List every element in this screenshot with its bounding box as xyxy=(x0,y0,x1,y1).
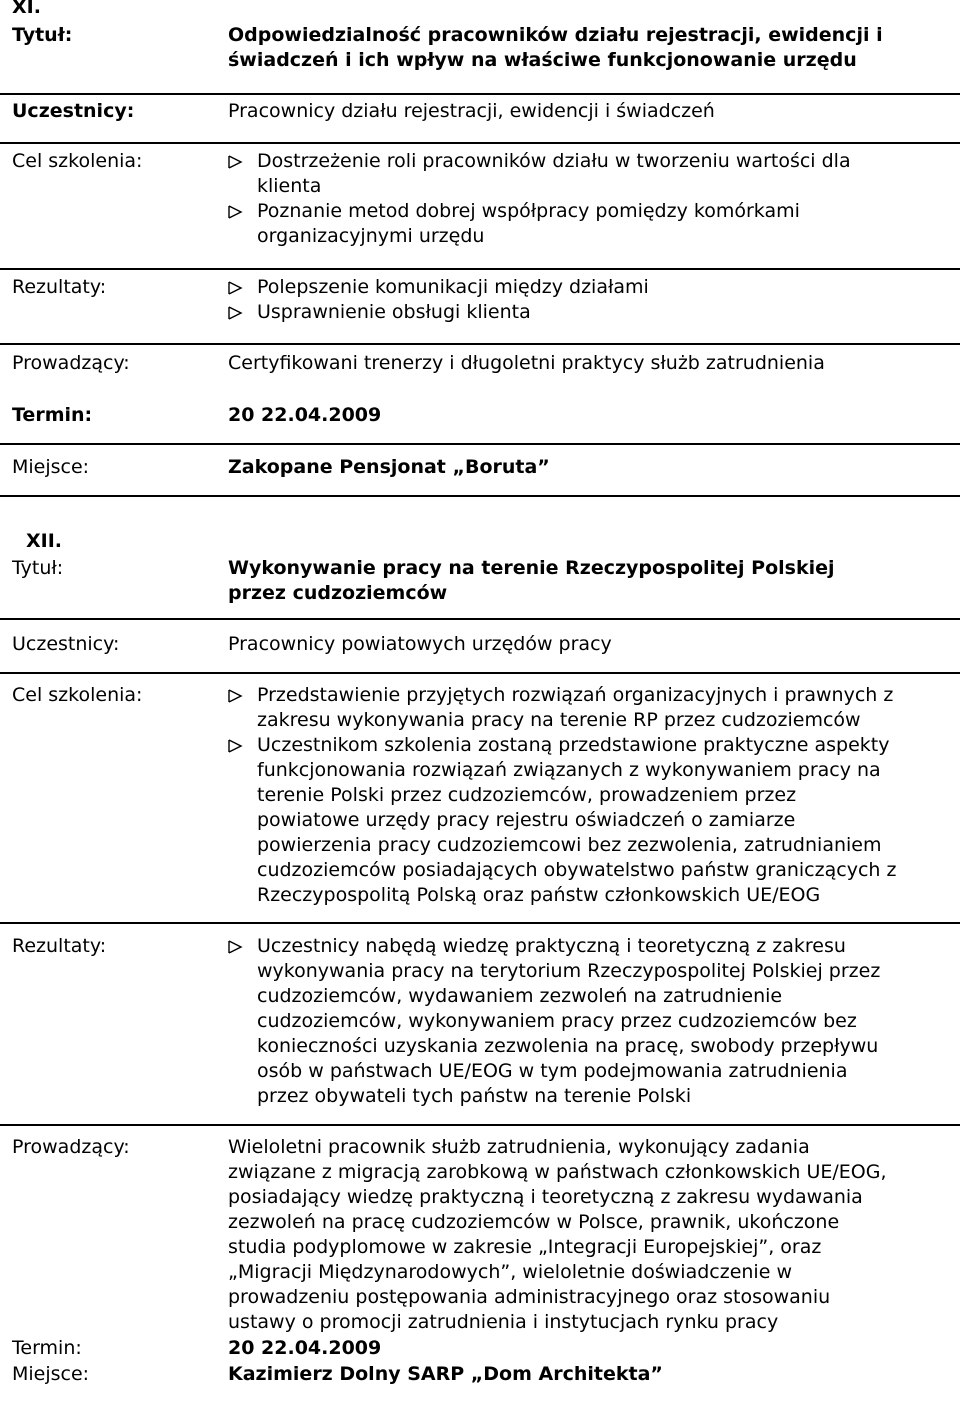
section-number: XII. xyxy=(26,530,63,552)
title-line: Odpowiedzialność pracowników działu rejestracji, ewidencji i xyxy=(228,24,883,46)
title-line: świadczeń i ich wpływ na właściwe funkcjonowanie urzędu xyxy=(228,49,857,71)
place-label: Miejsce: xyxy=(12,456,90,478)
section-number: XI. xyxy=(12,0,41,18)
participants-value: Pracownicy działu rejestracji, ewidencji i świadczeń xyxy=(228,100,715,122)
results-list xyxy=(228,934,956,1109)
list-item-line: cudzoziemców, wykonywaniem pracy przez cudzoziemców bez xyxy=(257,1010,857,1032)
arrow-bullet-icon xyxy=(228,205,243,219)
goal-list xyxy=(228,149,956,249)
participants-value: Pracownicy powiatowych urzędów pracy xyxy=(228,633,612,655)
title-line: Wykonywanie pracy na terenie Rzeczypospolitej Polskiej xyxy=(228,557,835,579)
term-label: Termin: xyxy=(12,404,93,426)
divider xyxy=(0,142,960,144)
goal-label: Cel szkolenia: xyxy=(12,150,143,172)
list-item-line: konieczności uzyskania zezwolenia na pracę, swobody przepływu xyxy=(257,1035,879,1057)
trainer-value xyxy=(228,1135,956,1335)
section-title xyxy=(228,23,956,73)
term-row xyxy=(12,403,381,428)
list-item-line: osób w państwach UE/EOG w tym podejmowania zatrudnienia xyxy=(257,1060,848,1082)
participants-label: Uczestnicy: xyxy=(12,100,135,122)
list-item-line: cudzoziemców, wydawaniem zezwoleń na zatrudnienie xyxy=(257,985,783,1007)
trainer-line: związane z migracją zarobkową w państwach członkowskich UE/EOG, xyxy=(228,1161,887,1183)
list-item xyxy=(228,275,956,300)
place-value: Zakopane Pensjonat „Boruta” xyxy=(228,456,550,478)
divider xyxy=(0,1124,960,1126)
list-item xyxy=(228,733,956,908)
list-item-line: Przedstawienie przyjętych rozwiązań organizacyjnych i prawnych z xyxy=(257,684,894,706)
list-item xyxy=(228,149,956,199)
list-item-line: terenie Polski przez cudzoziemców, prowadzeniem przez xyxy=(257,784,797,806)
list-item-line: Rzeczypospolitą Polską oraz państw członkowskich UE/EOG xyxy=(257,884,821,906)
list-item-line: zakresu wykonywania pracy na terenie RP przez cudzoziemców xyxy=(257,709,861,731)
trainer-line: ustawy o promocji zatrudnienia i instytucjach rynku pracy xyxy=(228,1311,779,1333)
list-item-line: powiatowe urzędy pracy rejestru oświadczeń o zamiarze xyxy=(257,809,796,831)
arrow-bullet-icon xyxy=(228,940,243,954)
trainer-label: Prowadzący: xyxy=(12,352,130,374)
arrow-bullet-icon xyxy=(228,739,243,753)
results-list xyxy=(228,275,956,325)
list-item-line: powierzenia pracy cudzoziemcowi bez zezwolenia, zatrudnianiem xyxy=(257,834,882,856)
divider xyxy=(0,443,960,445)
list-item-line: Polepszenie komunikacji między działami xyxy=(257,276,649,298)
divider xyxy=(0,268,960,270)
list-item-line: klienta xyxy=(257,175,322,197)
list-item-line: cudzoziemców posiadających obywatelstwo państw graniczących z xyxy=(257,859,897,881)
list-item xyxy=(228,683,956,733)
divider xyxy=(0,93,960,95)
list-item-line: Uczestnikom szkolenia zostaną przedstawione praktyczne aspekty xyxy=(257,734,890,756)
divider xyxy=(0,672,960,674)
list-item-line: przez obywateli tych państw na terenie Polski xyxy=(257,1085,692,1107)
list-item-line: funkcjonowania rozwiązań związanych z wykonywaniem pracy na xyxy=(257,759,881,781)
place-value: Kazimierz Dolny SARP „Dom Architekta” xyxy=(228,1363,663,1385)
results-label: Rezultaty: xyxy=(12,276,107,298)
arrow-bullet-icon xyxy=(228,155,243,169)
divider xyxy=(0,922,960,924)
participants-label: Uczestnicy: xyxy=(12,633,120,655)
list-item-line: wykonywania pracy na terytorium Rzeczypospolitej Polskiej przez xyxy=(257,960,881,982)
list-item xyxy=(228,934,956,1109)
list-item-line: Poznanie metod dobrej współpracy pomiędzy komórkami xyxy=(257,200,800,222)
divider xyxy=(0,618,960,620)
trainer-label: Prowadzący: xyxy=(12,1136,130,1158)
term-row xyxy=(12,1336,381,1361)
arrow-bullet-icon xyxy=(228,281,243,295)
list-item-line: Uczestnicy nabędą wiedzę praktyczną i teoretyczną z zakresu xyxy=(257,935,846,957)
list-item-line: Dostrzeżenie roli pracowników działu w tworzeniu wartości dla xyxy=(257,150,851,172)
goal-label: Cel szkolenia: xyxy=(12,684,143,706)
trainer-line: posiadający wiedzę praktyczną i teoretyczną z zakresu wydawania xyxy=(228,1186,863,1208)
list-item xyxy=(228,300,956,325)
results-label: Rezultaty: xyxy=(12,935,107,957)
place-row xyxy=(12,1362,663,1387)
term-value: 20 22.04.2009 xyxy=(228,1337,382,1359)
title-label: Tytuł: xyxy=(12,24,73,46)
arrow-bullet-icon xyxy=(228,306,243,320)
trainer-line: zezwoleń na pracę cudzoziemców w Polsce, prawnik, ukończone xyxy=(228,1211,840,1233)
trainer-line: „Migracji Międzynarodowych”, wieloletnie doświadczenie w xyxy=(228,1261,792,1283)
section-title xyxy=(228,556,956,606)
arrow-bullet-icon xyxy=(228,689,243,703)
trainer-value: Certyfikowani trenerzy i długoletni praktycy służb zatrudnienia xyxy=(228,352,825,374)
list-item xyxy=(228,199,956,249)
list-item-line: Usprawnienie obsługi klienta xyxy=(257,301,531,323)
trainer-line: studia podyplomowe w zakresie „Integracji Europejskiej”, oraz xyxy=(228,1236,822,1258)
term-label: Termin: xyxy=(12,1337,82,1359)
title-label: Tytuł: xyxy=(12,557,64,579)
divider xyxy=(0,495,960,497)
place-label: Miejsce: xyxy=(12,1363,90,1385)
trainer-line: Wieloletni pracownik służb zatrudnienia, wykonujący zadania xyxy=(228,1136,810,1158)
term-value: 20 22.04.2009 xyxy=(228,404,382,426)
list-item-line: organizacyjnymi urzędu xyxy=(257,225,485,247)
divider xyxy=(0,343,960,345)
title-line: przez cudzoziemców xyxy=(228,582,448,604)
trainer-line: prowadzeniu postępowania administracyjnego oraz stosowaniu xyxy=(228,1286,831,1308)
goal-list xyxy=(228,683,956,908)
